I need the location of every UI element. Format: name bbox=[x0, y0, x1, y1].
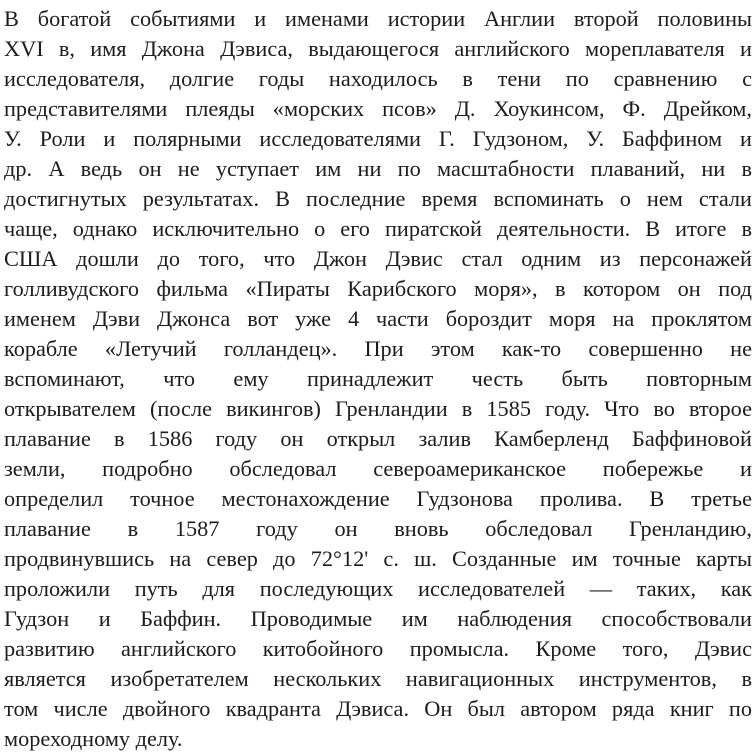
text-line: проложили путь для последующих исследователей — таких, как bbox=[4, 576, 752, 601]
text-line: В богатой событиями и именами истории Англии второй половины bbox=[4, 6, 752, 31]
text-line-last: мореходному делу. bbox=[4, 726, 183, 751]
text-line: корабле «Летучий голландец». При этом как-то совершенно не bbox=[4, 336, 752, 361]
text-line: открывателем (после викингов) Гренландии в 1585 году. Что во второе bbox=[4, 396, 752, 421]
body-paragraph bbox=[4, 4, 752, 754]
text-line: именем Дэви Джонса вот уже 4 части бороздит моря на проклятом bbox=[4, 306, 752, 331]
text-line: представителями плеяды «морских псов» Д. Хоукинсом, Ф. Дрейком, bbox=[4, 96, 752, 121]
text-line: голливудского фильма «Пираты Карибского моря», в котором он под bbox=[4, 276, 752, 301]
text-line: др. А ведь он не уступает им ни по масштабности плаваний, ни в bbox=[4, 156, 752, 181]
text-line: плавание в 1586 году он открыл залив Камберленд Баффиновой bbox=[4, 426, 752, 451]
text-line: США дошли до того, что Джон Дэвис стал одним из персонажей bbox=[4, 246, 752, 271]
text-line: исследователя, долгие годы находилось в тени по сравнению с bbox=[4, 66, 752, 91]
text-line: плавание в 1587 году он вновь обследовал Гренландию, bbox=[4, 516, 752, 541]
text-line: продвинувшись на север до 72°12' с. ш. Созданные им точные карты bbox=[4, 546, 752, 571]
text-line: У. Роли и полярными исследователями Г. Гудзоном, У. Баффином и bbox=[4, 126, 752, 151]
text-line: земли, подробно обследовал североамериканское побережье и bbox=[4, 456, 752, 481]
text-line: вспоминают, что ему принадлежит честь быть повторным bbox=[4, 366, 752, 391]
text-line: Гудзон и Баффин. Проводимые им наблюдения способствовали bbox=[4, 606, 752, 631]
text-line: чаще, однако исключительно о его пиратской деятельности. В итоге в bbox=[4, 216, 752, 241]
text-line: том числе двойного квадранта Дэвиса. Он был автором ряда книг по bbox=[4, 696, 752, 721]
text-line: достигнутых результатах. В последние время вспоминать о нем стали bbox=[4, 186, 752, 211]
text-line: развитию английского китобойного промысла. Кроме того, Дэвис bbox=[4, 636, 752, 661]
text-line: определил точное местонахождение Гудзонова пролива. В третье bbox=[4, 486, 752, 511]
text-line: XVI в, имя Джона Дэвиса, выдающегося английского мореплавателя и bbox=[4, 36, 752, 61]
text-line: является изобретателем нескольких навигационных инструментов, в bbox=[4, 666, 752, 691]
